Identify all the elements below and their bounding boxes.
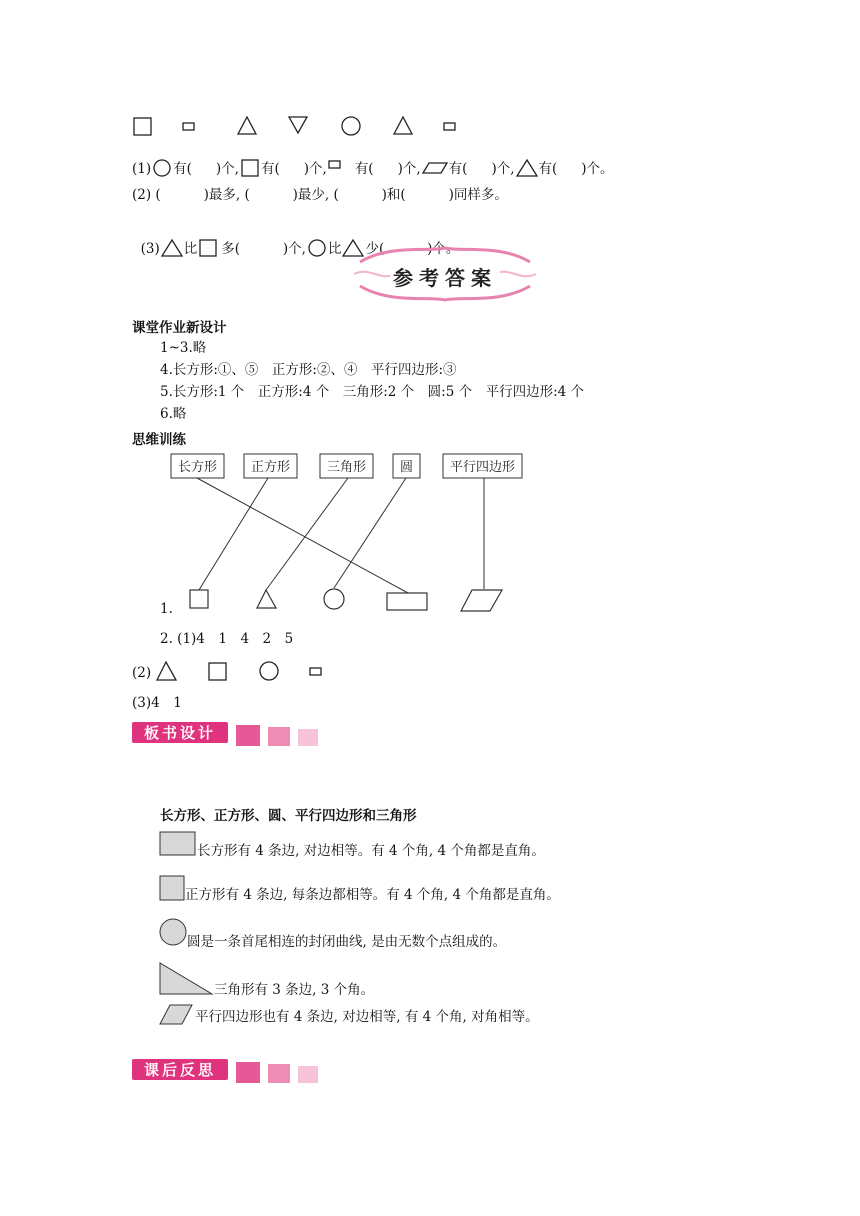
answer-line: 4.长方形:①、⑤ 正方形:②、④ 平行四边形:③ bbox=[160, 362, 457, 378]
banner-square bbox=[298, 729, 318, 746]
board-design-banner-title: 板书设计 bbox=[143, 724, 217, 742]
item-number: (2) bbox=[132, 665, 152, 681]
text: )个, bbox=[303, 161, 327, 177]
board-circle-icon bbox=[159, 917, 189, 947]
triangle-shape bbox=[157, 662, 176, 680]
reflection-banner-art bbox=[132, 1059, 332, 1085]
text: 有( bbox=[173, 161, 192, 177]
banner-square bbox=[236, 725, 260, 746]
board-design-banner bbox=[132, 722, 332, 748]
banner-square bbox=[268, 727, 290, 746]
label-rectangle: 长方形 bbox=[177, 460, 218, 475]
board-line-rectangle: 长方形有 4 条边, 对边相等。有 4 个角, 4 个角都是直角。 bbox=[197, 843, 545, 859]
reflection-banner-title: 课后反思 bbox=[143, 1061, 217, 1079]
board-square-icon bbox=[159, 875, 186, 902]
circle-shape bbox=[260, 662, 278, 680]
question-number: (1) bbox=[132, 161, 152, 177]
answer-line: 5.长方形:1 个 正方形:4 个 三角形:2 个 圆:5 个 平行四边形:4 个 bbox=[160, 384, 585, 400]
small-rectangle-shape bbox=[310, 668, 321, 675]
answer-line: 1~3.略 bbox=[160, 340, 207, 356]
board-line-parallelogram: 平行四边形也有 4 条边, 对边相等, 有 4 个角, 对角相等。 bbox=[195, 1009, 539, 1025]
board-rectangle-icon bbox=[159, 831, 197, 857]
label-square: 正方形 bbox=[250, 460, 291, 475]
banner-square bbox=[268, 1064, 290, 1083]
label-triangle: 三角形 bbox=[326, 460, 367, 475]
answers-banner-title: 参考答案 bbox=[393, 266, 497, 290]
item-3-line: (3)4 1 bbox=[132, 695, 182, 711]
question-2: (2) ( )最多, ( )最少, ( )和( )同样多。 bbox=[132, 187, 508, 203]
question-number: (3) bbox=[140, 241, 160, 257]
square-shape bbox=[209, 663, 226, 680]
text: 有( bbox=[538, 161, 558, 177]
board-line-circle: 圆是一条首尾相连的封闭曲线, 是由无数个点组成的。 bbox=[187, 934, 507, 950]
section-title-thinking: 思维训练 bbox=[132, 432, 186, 448]
text: 比 bbox=[183, 241, 198, 257]
reflection-banner bbox=[132, 1059, 332, 1085]
board-title: 长方形、正方形、圆、平行四边形和三角形 bbox=[160, 808, 417, 824]
answer-line: 6.略 bbox=[160, 406, 187, 422]
text: 有( bbox=[260, 161, 280, 177]
board-parallelogram-icon bbox=[159, 1004, 193, 1026]
board-line-square: 正方形有 4 条边, 每条边都相等。有 4 个角, 4 个角都是直角。 bbox=[185, 887, 560, 903]
text: 有( bbox=[448, 161, 468, 177]
text: 多( )个, bbox=[221, 241, 306, 257]
board-triangle-icon bbox=[159, 962, 215, 996]
text: )个, bbox=[215, 161, 239, 177]
item-1-label: 1. bbox=[160, 601, 173, 617]
board-design-banner-art bbox=[132, 722, 332, 748]
text: 少( )个。 bbox=[365, 241, 460, 257]
section-title-classwork: 课堂作业新设计 bbox=[132, 320, 227, 336]
banner-square bbox=[298, 1066, 318, 1083]
text: )个, bbox=[491, 161, 515, 177]
text: )个。 bbox=[581, 161, 614, 177]
board-line-triangle: 三角形有 3 条边, 3 个角。 bbox=[214, 982, 375, 998]
item-2-line: 2. (1)4 1 4 2 5 bbox=[160, 631, 294, 647]
label-parallelogram: 平行四边形 bbox=[449, 460, 516, 475]
text: 有( bbox=[354, 161, 374, 177]
banner-square bbox=[236, 1062, 260, 1083]
label-circle: 圆 bbox=[399, 460, 414, 475]
text: )个, bbox=[397, 161, 421, 177]
text: 比 bbox=[327, 241, 342, 257]
